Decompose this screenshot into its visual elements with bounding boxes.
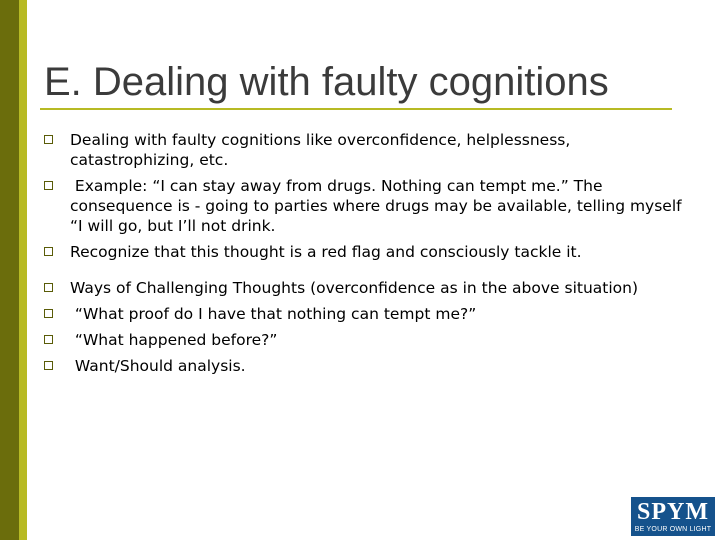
bullet-item (44, 242, 684, 262)
square-bullet-icon (44, 135, 53, 144)
square-bullet-icon (44, 361, 53, 370)
bullet-item (44, 278, 684, 298)
bullet-text: “What proof do I have that nothing can tempt me?” (70, 305, 477, 323)
bullet-list (44, 130, 684, 376)
bullet-item (44, 330, 684, 350)
spym-logo (631, 497, 715, 536)
logo-tagline: BE YOUR OWN LIGHT (634, 526, 712, 533)
left-accent-bar-dark (0, 0, 19, 540)
bullet-item (44, 130, 684, 170)
square-bullet-icon (44, 309, 53, 318)
bullet-text: Want/Should analysis. (70, 357, 246, 375)
bullet-text: Recognize that this thought is a red flag and consciously tackle it. (70, 243, 582, 261)
bullet-item (44, 356, 684, 376)
square-bullet-icon (44, 283, 53, 292)
left-accent-bar-light (19, 0, 27, 540)
square-bullet-icon (44, 181, 53, 190)
logo-text: SPYM (637, 499, 709, 525)
bullet-text: “What happened before?” (70, 331, 278, 349)
bullet-item (44, 304, 684, 324)
bullet-text: Dealing with faulty cognitions like overconfidence, helplessness, catastrophizing, etc. (70, 131, 571, 169)
square-bullet-icon (44, 247, 53, 256)
bullet-text: Ways of Challenging Thoughts (overconfidence as in the above situation) (70, 279, 639, 297)
bullet-item (44, 176, 684, 236)
title-underline (40, 108, 672, 110)
slide-title: E. Dealing with faulty cognitions (44, 60, 609, 104)
square-bullet-icon (44, 335, 53, 344)
bullet-text: Example: “I can stay away from drugs. Nothing can tempt me.” The consequence is - going to parties where drugs may be available, telling myself “I will go, but I’ll not drink. (70, 177, 682, 235)
